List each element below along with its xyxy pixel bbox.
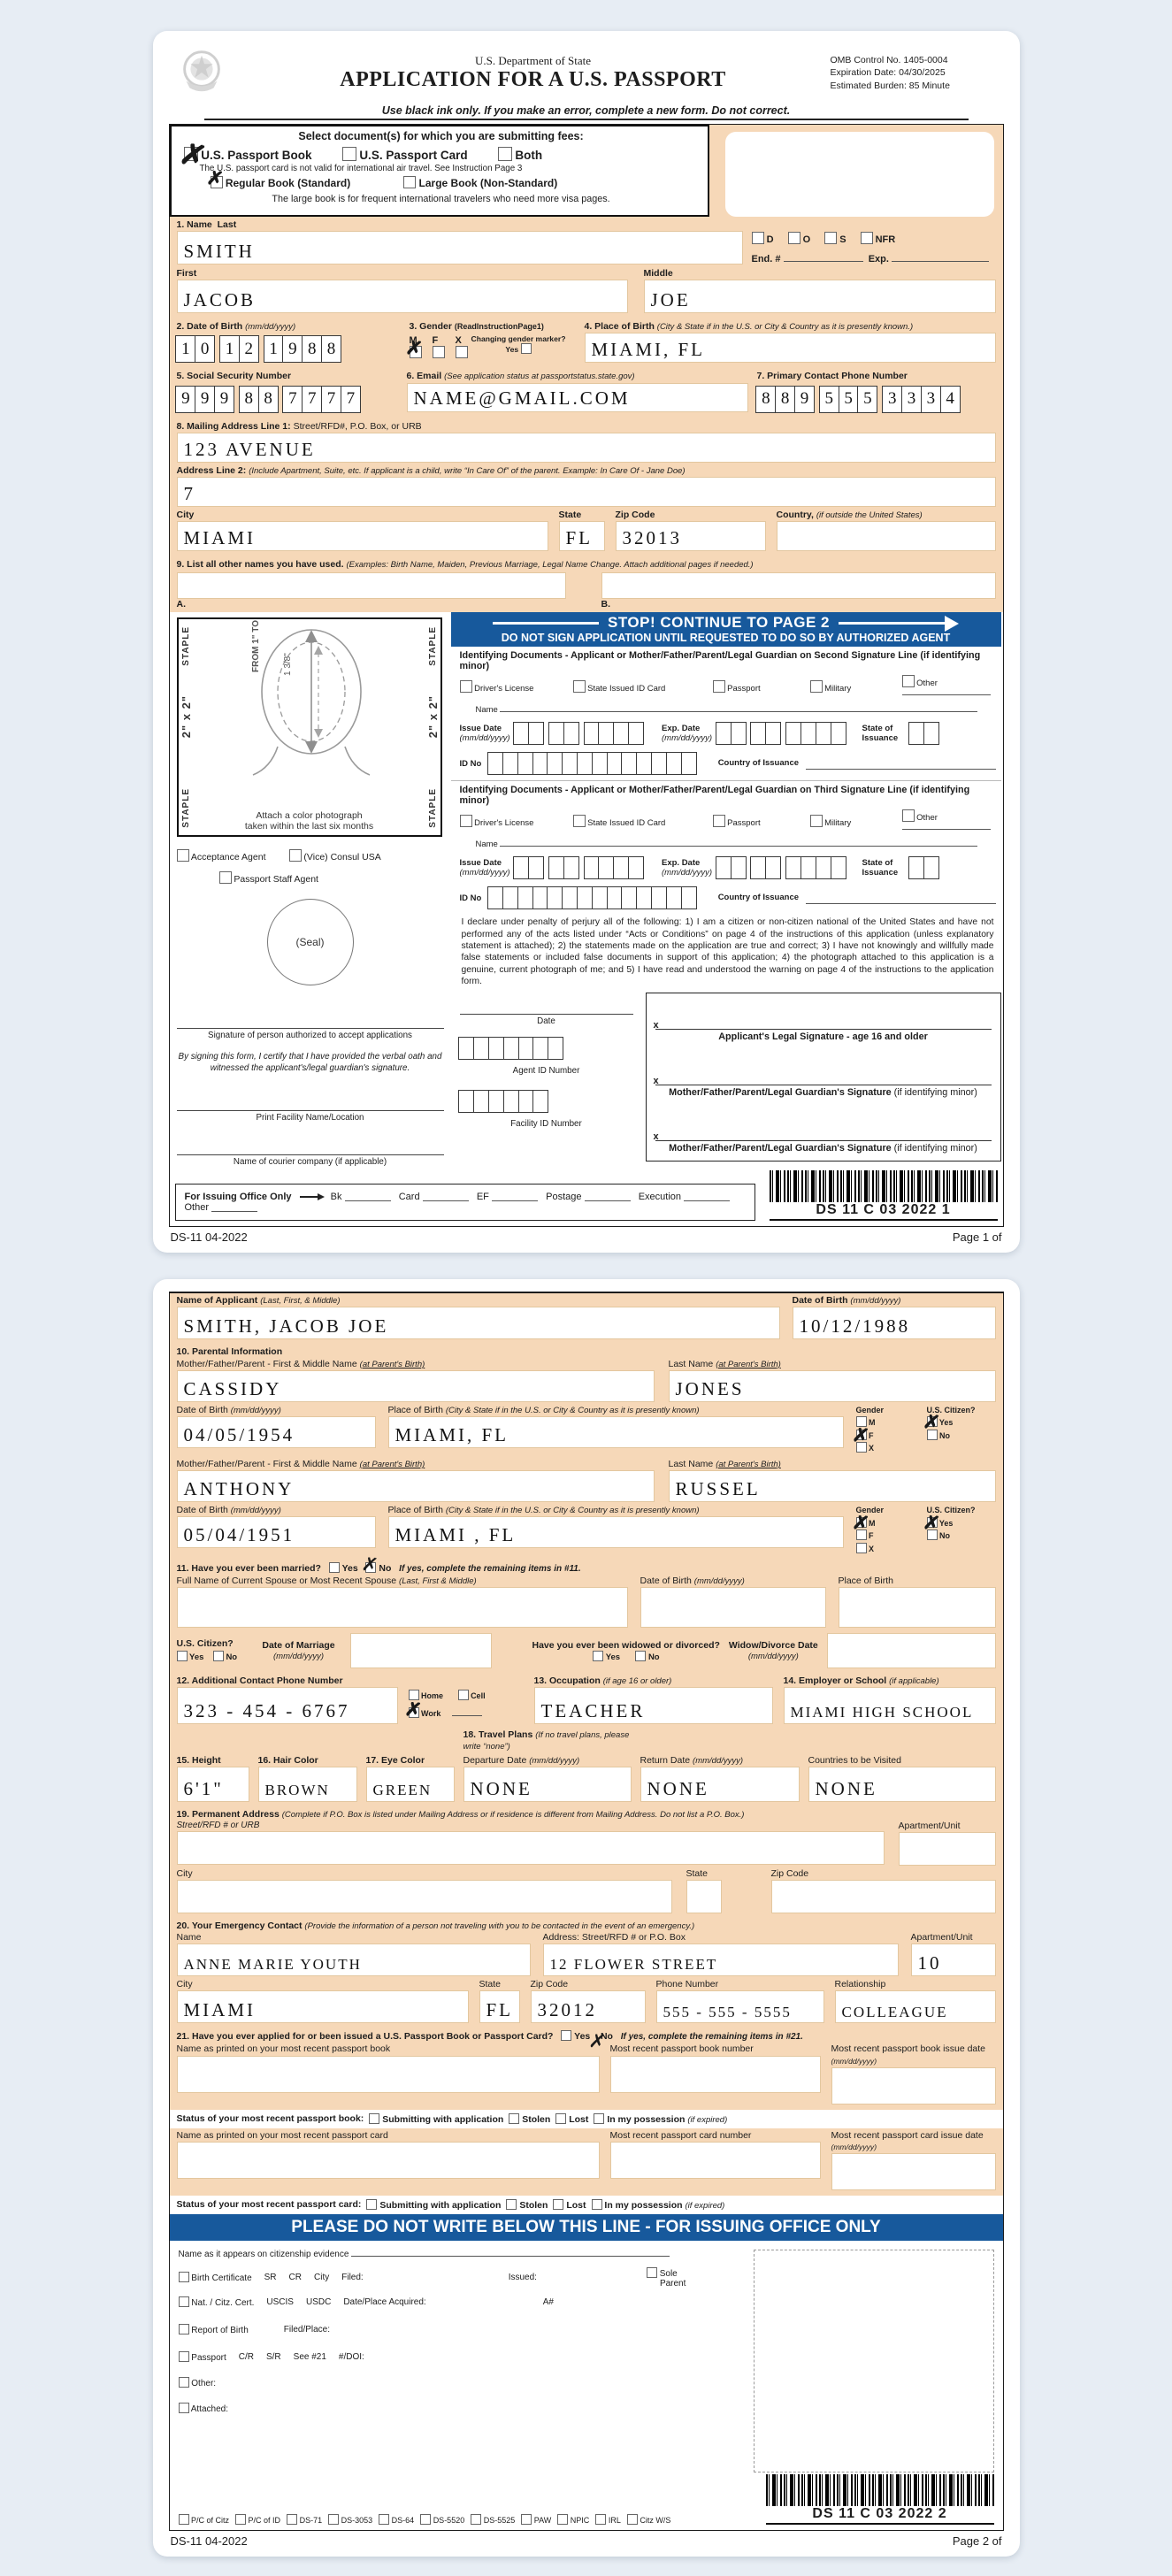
parent2-gender-f-checkbox[interactable] <box>856 1530 867 1540</box>
facility-name-line[interactable] <box>177 1098 444 1111</box>
changing-gender-yes-checkbox[interactable] <box>521 343 532 354</box>
page2-barcode-block <box>766 2474 994 2525</box>
parent1-gender-m-checkbox[interactable] <box>856 1416 867 1427</box>
gender-label: 3. Gender <box>409 321 452 333</box>
page-number-footer: Page 1 of <box>952 1230 1002 1244</box>
applied-no-checkbox[interactable]: ✗ No <box>598 2031 613 2042</box>
barcode-pad-area <box>709 125 1003 217</box>
issuing-office-box: For Issuing Office Only Bk Card EF Postage Execution Other <box>175 1184 755 1221</box>
ds-71-checkbox[interactable]: DS-71 <box>287 2514 322 2525</box>
country-issuance-line[interactable] <box>806 893 995 904</box>
photo-and-agent-column <box>170 612 449 1166</box>
emergency-city-input[interactable]: MIAMI <box>177 1990 469 2023</box>
large-book-checkbox[interactable]: Large Book (Non-Standard) <box>403 176 557 189</box>
drivers-license-checkbox[interactable]: Driver's License <box>460 815 573 828</box>
last-label: Last <box>217 219 237 230</box>
recent-card-name-input[interactable] <box>177 2142 600 2179</box>
facility-id-comb[interactable] <box>460 1090 549 1113</box>
p2-applicant-band: Name of Applicant (Last, First, & Middle) SMITH, JACOB JOE Date of Birth (mm/dd/yyyy) 10/12/1988 <box>170 1293 1003 1345</box>
agent-id-comb[interactable] <box>460 1037 564 1060</box>
id-docs-third-signature: Identifying Documents - Applicant or Mother/Father/Parent/Legal Guardian on Third Signature Line (if identifying minor) Driver's License State Issued ID Card Passport Military Other Name Issue Date (mm/dd/yyyy) Exp. Date (mm/dd/yyyy) State of Issuance ID No Country of Issuance <box>451 781 1001 915</box>
endorsement-nfr-checkbox[interactable]: NFR <box>861 232 896 245</box>
permanent-city-input[interactable] <box>177 1880 672 1913</box>
section-11-marriage: 11. Have you ever been married? Yes ✗ No If yes, complete the remaining items in #11. Full Name of Current Spouse or Most Recent Spouse (Last, First & Middle) Date of Birth (mm/dd/yyyy) Place of Birth U.S. Citizen? Yes No Date of Marriage (mm/dd/yyyy) Have you ever been widowed or divorced? Yes No Widow/Divorce Date (mm/dd/yyyy) <box>170 1560 1003 1674</box>
issue-date-comb[interactable] <box>515 722 545 745</box>
book-possession-checkbox[interactable]: In my possession (if expired) <box>594 2113 727 2125</box>
courier-caption: Name of courier company (if applicable) <box>233 1156 387 1167</box>
regular-book-checkbox[interactable]: ✗ Regular Book (Standard) <box>211 176 351 189</box>
acceptance-agent-checkbox[interactable]: Acceptance Agent <box>177 849 266 862</box>
section-2-3-4: 2. Date of Birth (mm/dd/yyyy) 1 0 1 2 1 9 8 8 3. Gender (ReadInstructionPage1) M ✗ F X Changing gender marker? Yes 4. Place of Birth (City & State if in the U.S. or City & Country as it is presently known.) MIAMI, FL <box>170 318 1003 368</box>
issuing-office-area: Name as it appears on citizenship evidence Birth Certificate SR CR City Filed: Issued: Sole Parent Nat. / Citz. Cert. USCIS USDC Date/Place Acquired: A# Report of Birth Filed/Place: Passport C/R S/R See #21 #/DOI: Other: Attached: <box>170 2241 1003 2472</box>
stop-arrow-icon <box>945 616 959 632</box>
widowed-no-checkbox[interactable] <box>635 1651 646 1661</box>
country-label: Country, <box>776 509 814 520</box>
book-submitting-checkbox[interactable]: Submitting with application <box>369 2113 503 2125</box>
form-page-1 <box>153 31 1020 1253</box>
phone-work-checkbox[interactable] <box>409 1707 419 1718</box>
applicant-signature-caption: Applicant's Legal Signature - age 16 and older <box>718 1031 928 1043</box>
state-label: State <box>558 509 582 520</box>
occupation-input[interactable]: TEACHER <box>534 1687 773 1724</box>
book-lost-checkbox[interactable]: Lost <box>555 2113 588 2125</box>
facility-caption: Print Facility Name/Location <box>256 1112 364 1123</box>
page1-header <box>174 43 999 103</box>
applicant-dob-label: Date of Birth <box>792 1294 848 1306</box>
stop-banner: STOP! CONTINUE TO PAGE 2 DO NOT SIGN APPLICATION UNTIL REQUESTED TO DO SO BY AUTHORIZED AGENT <box>451 612 1001 647</box>
other-names-label: 9. List all other names you have used. <box>176 558 344 570</box>
form-number-footer: DS-11 04-2022 <box>170 1230 248 1244</box>
bk-line[interactable] <box>345 1200 391 1201</box>
phone-cell-checkbox[interactable] <box>458 1690 469 1700</box>
parent2-pob-input[interactable]: MIAMI , FL <box>388 1516 844 1548</box>
birth-certificate-checkbox[interactable]: Birth Certificate <box>179 2272 252 2283</box>
exp-label: Exp. <box>868 254 889 264</box>
mailing1-input[interactable]: 123 AVENUE <box>177 433 996 463</box>
section-1-name <box>170 217 1003 318</box>
agent-id-caption: Agent ID Number <box>512 1066 580 1077</box>
departure-date-input[interactable]: NONE <box>463 1767 632 1802</box>
emergency-state-input[interactable]: FL <box>479 1990 520 2023</box>
report-of-birth-checkbox[interactable]: Report of Birth <box>179 2324 249 2335</box>
barcode-text: DS 11 C 03 2022 1 <box>770 1202 998 1221</box>
parent2-citizen-yes-checkbox[interactable] <box>927 1517 938 1530</box>
photo-size-label: 2" x 2" <box>179 695 193 739</box>
spouse-name-input[interactable] <box>177 1587 628 1628</box>
mailing2-label: Address Line 2: <box>176 464 247 476</box>
passport-card-checkbox[interactable]: U.S. Passport Card <box>342 147 468 162</box>
perjury-declaration: I declare under penalty of perjury all of the following: 1) I am a citizen or non-citizen national of the United States and have not performed any of the acts listed under “Acts or Conditions” on page 4 of the instructions of this application (unless explanatory statement is attached); 2) the statements made on the application are true and correct; 3) I have not knowingly and willfully made false statements or included false documents in support of this application; 4) the photograph attached to this application is a genuine, current photograph of me; and 5) I have read and understood the warning on page 4 of the instructions to the application form. <box>461 917 994 986</box>
spouse-citizen-no-checkbox[interactable] <box>213 1651 224 1661</box>
changing-gender-label: Changing gender marker? <box>471 334 566 344</box>
hair-color-input[interactable]: BROWN <box>258 1767 357 1802</box>
verbal-oath-text: By signing this form, I certify that I have provided the verbal oath and witnessed the applicant's/legal guardian's signature. <box>178 1052 442 1074</box>
facility-id-caption: Facility ID Number <box>510 1119 582 1130</box>
end-number-label: End. # <box>751 254 781 264</box>
card-stolen-checkbox[interactable]: Stolen <box>506 2199 548 2211</box>
mailing2-input[interactable]: 7 <box>177 477 996 507</box>
permanent-apt-input[interactable] <box>899 1832 996 1866</box>
name-label: 1. Name <box>176 219 212 230</box>
parent1-first-input[interactable]: CASSIDY <box>177 1370 655 1402</box>
office-bottom-checkboxes <box>179 2514 755 2525</box>
omb-block <box>831 54 999 92</box>
passport-staff-agent-checkbox[interactable]: Passport Staff Agent <box>219 874 318 885</box>
date-line[interactable] <box>460 1001 633 1015</box>
country-input[interactable] <box>777 521 996 551</box>
phone-label: 7. Primary Contact Phone Number <box>756 371 908 382</box>
recent-book-name-input[interactable] <box>177 2056 600 2093</box>
barcode-image <box>766 2474 994 2506</box>
section-15-18: 15. Height 6'1" 16. Hair Color BROWN 17. Eye Color GREEN 18. Travel Plans (If no travel plans, please write “none”) Departure Date (mm/dd/yyyy) NONE Return Date (mm/dd/yyyy) NONE Countries to be Visited NONE <box>170 1729 1003 1806</box>
id-docs-second-signature: Identifying Documents - Applicant or Mother/Father/Parent/Legal Guardian on Second Signature Line (if identifying minor) Driver's License State Issued ID Card Passport Military Other Name Issue Date (mm/dd/yyyy) Exp. Date (mm/dd/yyyy) State of Issuance ID No Country of Issuance <box>451 647 1001 781</box>
doc-select-title: Select document(s) for which you are submitting fees: <box>298 130 584 142</box>
middle-label: Middle <box>643 268 673 280</box>
large-book-note: The large book is for frequent international travelers who need more visa pages. <box>272 194 610 204</box>
parent1-dob-input[interactable]: 04/05/1954 <box>177 1416 376 1448</box>
endorsement-s-checkbox[interactable]: S <box>824 232 846 245</box>
other-doc-checkbox[interactable]: Other <box>902 809 996 832</box>
card-line[interactable] <box>423 1200 469 1201</box>
spouse-dob-input[interactable] <box>640 1587 826 1628</box>
page1-barcode-block <box>770 1170 998 1221</box>
state-issuance-comb[interactable] <box>910 856 940 879</box>
state-id-checkbox[interactable]: State Issued ID Card <box>573 815 713 828</box>
blank-label-pad <box>725 132 994 217</box>
email-input[interactable]: NAME@GMAIL.COM <box>407 383 748 412</box>
section-19-permanent: 19. Permanent Address (Complete if P.O. Box is listed under Mailing Address or if residence is different from Mailing Address. Do not list a P.O. Box.) Street/RFD # or URB Apartment/Unit City State Zip Code <box>170 1807 1003 1919</box>
state-issuance-comb[interactable] <box>910 722 940 745</box>
emergency-phone-input[interactable]: 555 - 555 - 5555 <box>656 1990 824 2023</box>
recent-card-date-input[interactable] <box>831 2153 996 2190</box>
city-input[interactable]: MIAMI <box>177 521 548 551</box>
emergency-name-input[interactable]: ANNE MARIE YOUTH <box>177 1944 531 1976</box>
ssn-label: 5. Social Security Number <box>176 371 292 382</box>
applicant-name-input[interactable]: SMITH, JACOB JOE <box>177 1307 780 1339</box>
ds-5520-checkbox[interactable]: DS-5520 <box>420 2514 464 2525</box>
vice-consul-checkbox[interactable]: (Vice) Consul USA <box>289 849 381 862</box>
paw-checkbox[interactable]: PAW <box>521 2514 551 2525</box>
gender-f-label: F <box>432 335 439 347</box>
spouse-citizen-yes-checkbox[interactable] <box>177 1651 188 1661</box>
photo-attach-box: STAPLE 2" x 2" STAPLE STAPLE 2" x 2" STAPLE FROM 1" TO 1 3/8" Attach a color photograph taken within the last six months <box>177 617 442 837</box>
agent-id-column <box>451 993 646 1162</box>
applicant-signature-line[interactable]: x <box>655 999 992 1030</box>
head-silhouette-icon <box>223 623 400 791</box>
last-name-input[interactable]: SMITH <box>177 231 743 264</box>
form-page-2 <box>153 1279 1020 2557</box>
dept-of-state-label: U.S. Department of State <box>474 54 592 67</box>
photo-arrow-label: FROM 1" TO <box>250 620 261 673</box>
section-12-13-14: 12. Additional Contact Phone Number 323 - 454 - 6767 Home Cell ✗ Work 13. Occupation (if age 16 or older) TEACHER 14. Employer or School (if applicable) MIAMI HIGH SCHOOL <box>170 1674 1003 1729</box>
middle-name-input[interactable]: JOE <box>644 280 996 313</box>
parent2-citizen-no-checkbox[interactable] <box>927 1530 938 1540</box>
recent-book-date-input[interactable] <box>831 2067 996 2104</box>
book-stolen-checkbox[interactable]: Stolen <box>509 2113 550 2125</box>
email-label: 6. Email <box>406 371 442 382</box>
phone-comb-input[interactable]: 8 8 9 5 5 5 3 3 3 4 <box>757 386 996 413</box>
section-9-other-names: 9. List all other names you have used. (Examples: Birth Name, Maiden, Previous Marriage, Legal Name Change. Attach additional pages if needed.) A. B. <box>170 556 1003 612</box>
married-no-checkbox[interactable]: ✗ No <box>365 1563 391 1574</box>
emergency-apt-input[interactable]: 10 <box>911 1944 996 1976</box>
permanent-state-input[interactable] <box>686 1880 722 1913</box>
pob-input[interactable]: MIAMI, FL <box>585 333 996 363</box>
both-checkbox[interactable]: Both <box>498 147 543 162</box>
endorsement-d-checkbox[interactable]: D <box>752 232 774 245</box>
page-title: APPLICATION FOR A U.S. PASSPORT <box>340 68 726 91</box>
other-evidence-checkbox[interactable]: Other: <box>179 2377 217 2388</box>
parent2-gender-m-checkbox[interactable] <box>856 1517 867 1530</box>
black-ink-instruction: Use black ink only. If you make an error, complete a new form. Do not correct. <box>204 104 969 120</box>
section-8-mailing: 8. Mailing Address Line 1: Street/RFD#, P.O. Box, or URB 123 AVENUE Address Line 2: (Include Apartment, Suite, etc. If applicant is a child, write “In Care Of” of the parent. Example: In Care Of - Jane Doe) 7 City MIAMI State FL Zip Code 32013 Country, (if outside the United States) <box>170 418 1003 556</box>
permanent-zip-input[interactable] <box>771 1880 996 1913</box>
nat-citz-cert-checkbox[interactable]: Nat. / Citz. Cert. <box>179 2296 255 2308</box>
office-dashed-box <box>754 2250 994 2472</box>
other-doc-checkbox[interactable]: Other <box>902 675 996 698</box>
issuing-arrow-icon <box>300 1196 323 1198</box>
country-issuance-line[interactable] <box>806 758 995 770</box>
passport-evidence-checkbox[interactable]: Passport <box>179 2351 226 2363</box>
doc-name-line[interactable] <box>500 846 977 847</box>
courier-line[interactable] <box>177 1142 444 1155</box>
state-id-checkbox[interactable]: State Issued ID Card <box>573 680 713 694</box>
citz-ws-checkbox[interactable]: Citz W/S <box>627 2514 671 2525</box>
execution-line[interactable] <box>684 1200 730 1201</box>
other-line[interactable] <box>211 1211 257 1212</box>
omb-burden: Estimated Burden: 85 Minute <box>830 80 950 91</box>
guardian-signature-line-2[interactable]: x <box>655 1110 992 1141</box>
card-row: Name as printed on your most recent passport card Most recent passport card number Most recent passport card issue date (mm/dd/yyyy) <box>170 2128 1003 2196</box>
doc-name-line[interactable] <box>500 711 977 712</box>
passport-doc-checkbox[interactable]: Passport <box>713 815 810 828</box>
return-date-input[interactable]: NONE <box>640 1767 800 1802</box>
attached-checkbox[interactable]: Attached: <box>179 2403 229 2414</box>
emergency-address-input[interactable]: 12 FLOWER STREET <box>543 1944 899 1976</box>
staple-label: STAPLE <box>180 626 191 666</box>
barcode-image <box>770 1170 998 1202</box>
date-caption: Date <box>537 1016 555 1027</box>
barcode-text: DS 11 C 03 2022 2 <box>766 2506 994 2525</box>
citizenship-evidence-line[interactable] <box>351 2256 670 2257</box>
countries-input[interactable]: NONE <box>808 1767 996 1802</box>
eye-color-input[interactable]: GREEN <box>366 1767 455 1802</box>
card-status-row: Status of your most recent passport card: Submitting with application Stolen Lost In my possession (if expired) <box>170 2196 1003 2214</box>
form-number-footer: DS-11 04-2022 <box>170 2534 248 2548</box>
issuing-office-banner: PLEASE DO NOT WRITE BELOW THIS LINE - FOR ISSUING OFFICE ONLY <box>170 2214 1003 2241</box>
widow-date-input[interactable] <box>827 1633 996 1668</box>
applied-yes-checkbox[interactable]: Yes <box>561 2031 590 2042</box>
sole-parent-checkbox[interactable]: Sole Parent <box>647 2267 686 2288</box>
recent-card-number-input[interactable] <box>610 2142 821 2179</box>
passport-book-checkbox[interactable]: ✗ U.S. Passport Book <box>184 147 312 162</box>
exp-line[interactable] <box>892 261 989 262</box>
citizenship-evidence-label: Name as it appears on citizenship evidence <box>178 2249 349 2259</box>
zip-label: Zip Code <box>615 509 655 520</box>
dob-label: 2. Date of Birth <box>176 321 243 333</box>
gender-m-label: M <box>409 335 417 347</box>
passport-doc-checkbox[interactable]: Passport <box>713 680 810 694</box>
other-name-b-label: B. <box>601 599 610 610</box>
exp-date-comb[interactable] <box>716 722 747 745</box>
military-checkbox[interactable]: Military <box>810 680 902 694</box>
parent1-gender-x-checkbox[interactable] <box>856 1442 867 1453</box>
parent1-last-input[interactable]: JONES <box>669 1370 996 1402</box>
omb-control: OMB Control No. 1405-0004 <box>830 55 948 66</box>
emergency-zip-input[interactable]: 32012 <box>531 1990 646 2023</box>
npic-checkbox[interactable]: NPIC <box>557 2514 589 2525</box>
parent2-dob-input[interactable]: 05/04/1951 <box>177 1516 376 1548</box>
end-number-line[interactable] <box>784 261 863 262</box>
employer-input[interactable]: MIAMI HIGH SCHOOL <box>784 1687 996 1724</box>
card-note: The U.S. passport card is not valid for international air travel. See Instruction Page 3 <box>199 164 523 173</box>
drivers-license-checkbox[interactable]: Driver's License <box>460 680 573 694</box>
seal-circle: (Seal) <box>267 899 354 985</box>
postage-line[interactable] <box>585 1200 631 1201</box>
city-label: City <box>176 509 195 520</box>
section-20-emergency: 20. Your Emergency Contact (Provide the information of a person not traveling with you to be contacted in the event of an emergency.) Name ANNE MARIE YOUTH Address: Street/RFD # or P.O. Box 12 FLOWER STREET Apartment/Unit 10 City MIAMI State FL Zip Code 32012 Phone Number 555 - 555 - 5555 Relationship COLLEAGUE <box>170 1919 1003 2028</box>
gender-m-checkbox[interactable] <box>410 346 422 359</box>
parent2-last-input[interactable]: RUSSEL <box>669 1470 996 1502</box>
dob-comb-input[interactable]: 1 0 1 2 1 9 8 8 <box>177 335 402 363</box>
card-possession-checkbox[interactable]: In my possession (if expired) <box>592 2199 725 2211</box>
mailing1-label: 8. Mailing Address Line 1: <box>176 420 291 432</box>
zip-input[interactable]: 32013 <box>616 521 766 551</box>
irl-checkbox[interactable]: IRL <box>595 2514 621 2525</box>
page-number-footer: Page 2 of <box>952 2534 1002 2548</box>
other-name-a-input[interactable] <box>177 572 566 599</box>
recent-book-number-input[interactable] <box>610 2056 821 2093</box>
gender-x-checkbox[interactable] <box>456 346 468 358</box>
permanent-street-input[interactable] <box>177 1831 885 1865</box>
document-selection-box <box>170 125 709 217</box>
state-input[interactable]: FL <box>559 521 605 551</box>
card-lost-checkbox[interactable]: Lost <box>553 2199 586 2211</box>
parent2-gender-x-checkbox[interactable] <box>856 1543 867 1553</box>
doc-name-label: Name <box>475 705 498 716</box>
omb-expiration: Expiration Date: 04/30/2025 <box>830 67 946 79</box>
authorized-signature-line[interactable] <box>177 1016 444 1029</box>
emergency-relationship-input[interactable]: COLLEAGUE <box>835 1990 996 2023</box>
authorized-signature-caption: Signature of person authorized to accept applications <box>208 1031 412 1041</box>
marriage-date-input[interactable] <box>350 1633 492 1668</box>
endorsement-o-checkbox[interactable]: O <box>788 232 811 245</box>
id-no-comb[interactable] <box>488 752 696 775</box>
other-name-b-input[interactable] <box>601 572 996 599</box>
ef-line[interactable] <box>492 1200 538 1201</box>
guardian-signature-line-1[interactable]: x <box>655 1054 992 1085</box>
height-input[interactable]: 6'1" <box>177 1767 249 1802</box>
id-no-comb[interactable] <box>488 886 696 909</box>
pc-of-id-checkbox[interactable]: P/C of ID <box>235 2514 280 2525</box>
section-21-previous-passport: 21. Have you ever applied for or been issued a U.S. Passport Book or Passport Card? Yes ✗ No If yes, complete the remaining items in #21. Name as printed on your most recent passport book Most recent passport book number Most recent passport book issue date (mm/dd/yyyy) <box>170 2028 1003 2109</box>
applicant-dob-input[interactable]: 10/12/1988 <box>793 1307 996 1339</box>
spouse-pob-input[interactable] <box>839 1587 996 1628</box>
ssn-comb-input[interactable]: 9 9 9 8 8 7 7 7 7 <box>177 386 398 413</box>
phone-home-checkbox[interactable] <box>409 1690 419 1700</box>
legal-signatures-box: x Applicant's Legal Signature - age 16 and older x Mother/Father/Parent/Legal Guardian's Signature (if identifying minor) x Mother/Father/Parent/Legal Guardian's Signature (if identifying minor) <box>646 993 1001 1162</box>
first-label: First <box>176 268 197 280</box>
parent1-gender-f-checkbox[interactable] <box>856 1430 867 1443</box>
pc-of-citz-checkbox[interactable]: P/C of Citz <box>179 2514 230 2525</box>
gender-x-label: X <box>455 335 462 347</box>
state-dept-seal-icon <box>174 43 229 103</box>
parent1-citizen-no-checkbox[interactable] <box>927 1430 938 1440</box>
ds-3053-checkbox[interactable]: DS-3053 <box>328 2514 372 2525</box>
military-checkbox[interactable]: Military <box>810 815 902 828</box>
gender-f-checkbox[interactable] <box>433 346 445 358</box>
photo-caption: Attach a color photograph <box>256 810 363 822</box>
book-status-row: Status of your most recent passport book: Submitting with application Stolen Lost In my possession (if expired) <box>170 2110 1003 2128</box>
card-submitting-checkbox[interactable]: Submitting with application <box>366 2199 501 2211</box>
exp-date-comb[interactable] <box>716 856 747 879</box>
parent1-pob-input[interactable]: MIAMI, FL <box>388 1416 844 1448</box>
section-10-parental: 10. Parental Information Mother/Father/Parent - First & Middle Name (at Parent's Birth) CASSIDY Last Name (at Parent's Birth) JONES Date of Birth (mm/dd/yyyy) 04/05/1954 Place of Birth (City & State if in the U.S. or City & Country as it is presently known) MIAMI, FL Gender M ✗ F X U.S. Citizen? ✗ Yes No Mother/Father/Parent - First & Middle Name (at Parent's Birth) ANTHONY Last Name (at Parent's Birth) RUSSEL Date of Birth (mm/dd/yyyy) 05/04/1951 Place of Birth (City & State if in the U.S. or City & Country as it is presently known) MIAMI , FL Gender ✗ M F X U.S. Citizen? ✗ Yes No <box>170 1345 1003 1560</box>
married-yes-checkbox[interactable]: Yes <box>329 1563 358 1574</box>
parent2-first-input[interactable]: ANTHONY <box>177 1470 655 1502</box>
section-5-6-7: 5. Social Security Number 9 9 9 8 8 7 7 7 7 6. Email (See application status at passportstatus.state.gov) NAME@GMAIL.COM 7. Primary Contact Phone Number 8 8 9 5 5 5 3 3 3 4 <box>170 368 1003 418</box>
ds-64-checkbox[interactable]: DS-64 <box>379 2514 414 2525</box>
other-name-a-label: A. <box>176 599 186 610</box>
issue-date-comb[interactable] <box>515 856 545 879</box>
ds-5525-checkbox[interactable]: DS-5525 <box>471 2514 515 2525</box>
applicant-name-label: Name of Applicant <box>176 1294 258 1306</box>
additional-phone-input[interactable]: 323 - 454 - 6767 <box>177 1687 398 1724</box>
first-name-input[interactable]: JACOB <box>177 280 628 313</box>
widowed-yes-checkbox[interactable] <box>593 1651 603 1661</box>
pob-label: 4. Place of Birth <box>584 321 655 333</box>
parent1-citizen-yes-checkbox[interactable] <box>927 1416 938 1430</box>
